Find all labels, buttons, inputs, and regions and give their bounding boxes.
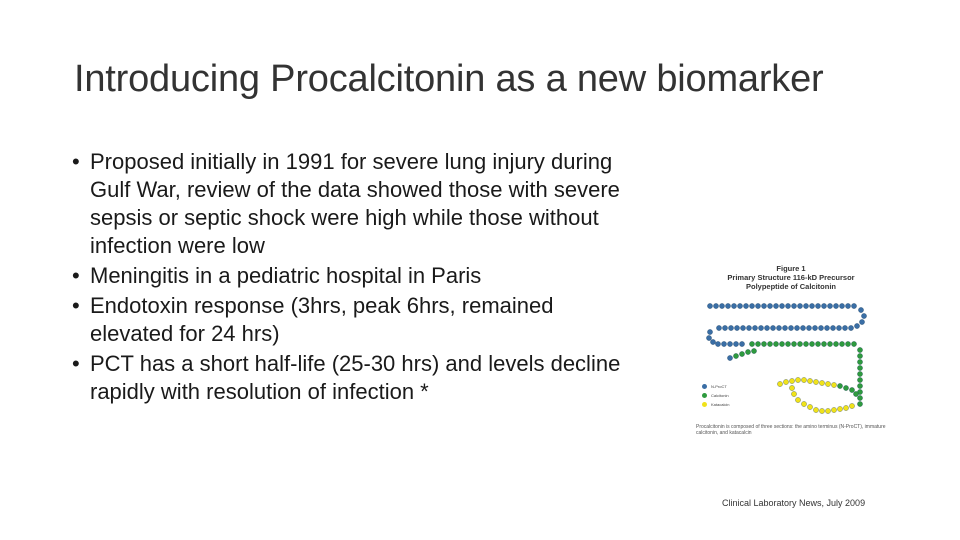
amino-acid-bead	[848, 325, 853, 330]
amino-acid-bead	[825, 408, 830, 413]
amino-acid-bead	[795, 377, 800, 382]
amino-acid-bead	[827, 341, 832, 346]
amino-acid-bead	[833, 303, 838, 308]
amino-acid-bead	[809, 303, 814, 308]
amino-acid-bead	[727, 341, 732, 346]
amino-acid-bead	[857, 365, 862, 370]
amino-acid-bead	[830, 325, 835, 330]
bullet-item: • Endotoxin response (3hrs, peak 6hrs, remained elevated for 24 hrs)	[72, 292, 642, 348]
amino-acid-bead	[803, 341, 808, 346]
amino-acid-bead	[791, 303, 796, 308]
amino-acid-bead	[764, 325, 769, 330]
amino-acid-bead	[854, 323, 859, 328]
amino-acid-bead	[827, 303, 832, 308]
amino-acid-bead	[722, 325, 727, 330]
amino-acid-bead	[733, 341, 738, 346]
bullet-list	[72, 148, 642, 408]
amino-acid-bead	[740, 325, 745, 330]
legend-swatch	[702, 384, 707, 389]
amino-acid-bead	[851, 341, 856, 346]
figure-title-line: Primary Structure 116-kD Precursor	[727, 273, 855, 282]
amino-acid-bead	[831, 382, 836, 387]
amino-acid-bead	[734, 325, 739, 330]
amino-acid-bead	[815, 341, 820, 346]
amino-acid-bead	[727, 355, 732, 360]
figure-legend	[702, 382, 729, 409]
amino-acid-bead	[849, 403, 854, 408]
amino-acid-bead	[861, 313, 866, 318]
amino-acid-bead	[725, 303, 730, 308]
amino-acid-bead	[776, 325, 781, 330]
legend-label: Katacalcin	[711, 402, 730, 407]
amino-acid-bead	[853, 391, 858, 396]
amino-acid-bead	[819, 380, 824, 385]
source-citation: Clinical Laboratory News, July 2009	[722, 498, 866, 508]
amino-acid-bead	[789, 385, 794, 390]
amino-acid-bead	[845, 341, 850, 346]
amino-acid-bead	[791, 391, 796, 396]
legend-label: N-ProCT	[711, 384, 727, 389]
amino-acid-bead	[751, 348, 756, 353]
amino-acid-bead	[807, 378, 812, 383]
amino-acid-bead	[733, 353, 738, 358]
amino-acid-bead	[779, 341, 784, 346]
bullet-item: • Proposed initially in 1991 for severe lung injury during Gulf War, review of the data showed those with severe sepsis or septic shock were high while those without infection were low	[72, 148, 642, 260]
amino-acid-bead	[719, 303, 724, 308]
bullet-item: • Meningitis in a pediatric hospital in Paris	[72, 262, 642, 290]
amino-acid-bead	[767, 303, 772, 308]
amino-acid-bead	[801, 401, 806, 406]
amino-acid-bead	[839, 341, 844, 346]
amino-acid-bead	[857, 401, 862, 406]
amino-acid-bead	[758, 325, 763, 330]
amino-acid-bead	[857, 353, 862, 358]
amino-acid-bead	[739, 341, 744, 346]
procalcitonin-structure-figure	[696, 264, 886, 454]
amino-acid-bead	[773, 303, 778, 308]
amino-acid-bead	[831, 407, 836, 412]
amino-acid-bead	[803, 303, 808, 308]
figure-caption: Procalcitonin is composed of three sections: the amino terminus (N-ProCT), immature calcitonin, and katacalcin	[696, 424, 886, 436]
amino-acid-bead	[824, 325, 829, 330]
amino-acid-bead	[806, 325, 811, 330]
amino-acid-bead	[755, 341, 760, 346]
amino-acid-bead	[849, 387, 854, 392]
amino-acid-bead	[857, 383, 862, 388]
amino-acid-bead	[857, 359, 862, 364]
amino-acid-bead	[833, 341, 838, 346]
amino-acid-bead	[797, 341, 802, 346]
amino-acid-bead	[749, 303, 754, 308]
amino-acid-bead	[761, 341, 766, 346]
amino-acid-bead	[813, 407, 818, 412]
amino-acid-bead	[749, 341, 754, 346]
amino-acid-bead	[813, 379, 818, 384]
amino-acid-bead	[779, 303, 784, 308]
amino-acid-bead	[851, 303, 856, 308]
figure-title-line: Figure 1	[776, 264, 806, 273]
amino-acid-bead	[857, 395, 862, 400]
amino-acid-bead	[821, 341, 826, 346]
legend-swatch	[702, 402, 707, 407]
amino-acid-bead	[859, 319, 864, 324]
amino-acid-bead	[755, 303, 760, 308]
figure-title-line: Polypeptide of Calcitonin	[745, 282, 836, 291]
legend-item	[702, 382, 729, 391]
slide-title: Introducing Procalcitonin as a new biomarker	[74, 58, 824, 100]
amino-acid-bead	[795, 397, 800, 402]
legend-swatch	[702, 393, 707, 398]
amino-acid-bead	[845, 303, 850, 308]
amino-acid-bead	[857, 377, 862, 382]
legend-label: Calcitonin	[711, 393, 729, 398]
amino-acid-bead	[837, 406, 842, 411]
amino-acid-bead	[728, 325, 733, 330]
legend-item	[702, 400, 729, 409]
amino-acid-bead	[821, 303, 826, 308]
amino-acid-bead	[815, 303, 820, 308]
amino-acid-bead	[745, 349, 750, 354]
amino-acid-bead	[818, 325, 823, 330]
amino-acid-bead	[797, 303, 802, 308]
amino-acid-bead	[789, 378, 794, 383]
amino-acid-bead	[721, 341, 726, 346]
amino-acid-bead	[819, 408, 824, 413]
amino-acid-bead	[710, 339, 715, 344]
amino-acid-bead	[783, 379, 788, 384]
amino-acid-bead	[788, 325, 793, 330]
amino-acid-bead	[843, 405, 848, 410]
amino-acid-bead	[807, 404, 812, 409]
amino-acid-bead	[858, 307, 863, 312]
amino-acid-bead	[770, 325, 775, 330]
amino-acid-bead	[707, 329, 712, 334]
amino-acid-bead	[773, 341, 778, 346]
amino-acid-bead	[761, 303, 766, 308]
amino-acid-bead	[743, 303, 748, 308]
amino-acid-bead	[716, 325, 721, 330]
amino-acid-bead	[782, 325, 787, 330]
legend-item	[702, 391, 729, 400]
amino-acid-bead	[715, 341, 720, 346]
amino-acid-bead	[837, 383, 842, 388]
amino-acid-bead	[801, 377, 806, 382]
amino-acid-bead	[857, 347, 862, 352]
amino-acid-bead	[731, 303, 736, 308]
amino-acid-bead	[752, 325, 757, 330]
amino-acid-bead	[800, 325, 805, 330]
amino-acid-bead	[809, 341, 814, 346]
amino-acid-bead	[836, 325, 841, 330]
bullet-item: • PCT has a short half-life (25-30 hrs) and levels decline rapidly with resolution of infection *	[72, 350, 642, 406]
amino-acid-bead	[767, 341, 772, 346]
amino-acid-bead	[843, 385, 848, 390]
amino-acid-bead	[706, 335, 711, 340]
amino-acid-bead	[839, 303, 844, 308]
amino-acid-bead	[842, 325, 847, 330]
amino-acid-bead	[857, 371, 862, 376]
amino-acid-bead	[794, 325, 799, 330]
amino-acid-bead	[785, 341, 790, 346]
amino-acid-bead	[713, 303, 718, 308]
amino-acid-bead	[777, 381, 782, 386]
amino-acid-bead	[737, 303, 742, 308]
amino-acid-bead	[791, 341, 796, 346]
amino-acid-bead	[785, 303, 790, 308]
amino-acid-bead	[825, 381, 830, 386]
amino-acid-bead	[707, 303, 712, 308]
amino-acid-bead	[746, 325, 751, 330]
amino-acid-bead	[812, 325, 817, 330]
amino-acid-bead	[739, 351, 744, 356]
